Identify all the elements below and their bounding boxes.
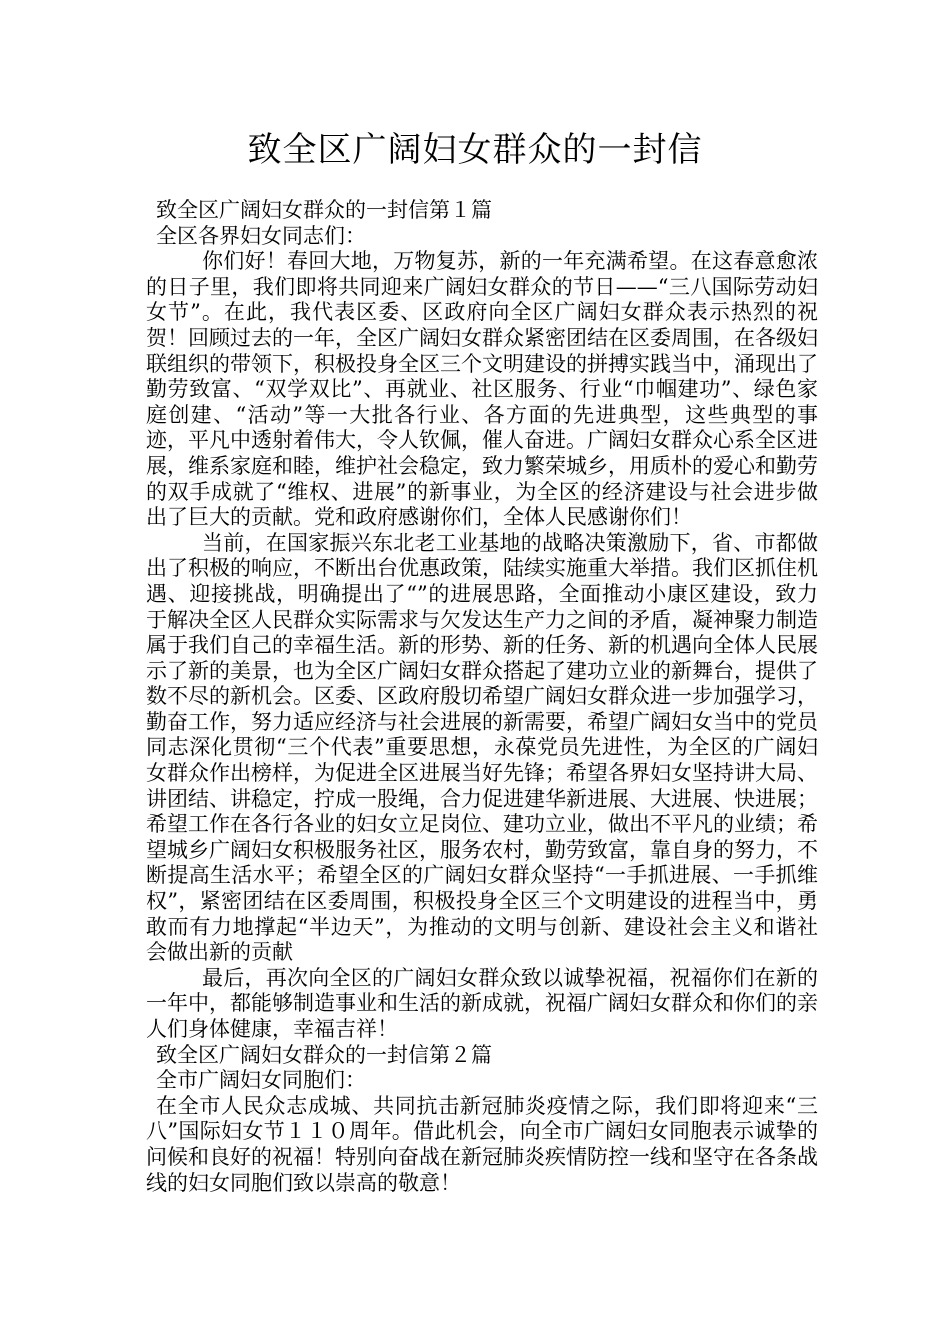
letter-1-paragraph-1: 你们好！春回大地，万物复苏，新的一年充满希望。在这春意愈浓的日子里，我们即将共同迎来广阔妇女群众的节日——“三八国际劳动妇女节”。在此，我代表区委、区政府向全区广阔妇女群众表示热烈的祝贺！回顾过去的一年，全区广阔妇女群众紧密团结在区委周围，在各级妇联组织的带领下，积极投身全区三个文明建设的拼搏实践当中，涌现出了勤劳致富、“双学双比”、再就业、社区服务、行业“巾帼建功”、绿色家庭创建、“活动”等一大批各行业、各方面的先进典型，这些典型的事迹，平凡中透射着伟大，令人钦佩，催人奋进。广阔妇女群众心系全区进展，维系家庭和睦，维护社会稳定，致力繁荣城乡，用质朴的爱心和勤劳的双手成就了“维权、进展”的新事业，为全区的经济建设与社会进步做出了巨大的贡献。党和政府感谢你们，全体人民感谢你们！ [146,249,818,530]
document-body [146,198,818,1196]
letter-1-paragraph-2: 当前，在国家振兴东北老工业基地的战略决策激励下，省、市都做出了积极的响应，不断出台优惠政策，陆续实施重大举措。我们区抓住机遇、迎接挑战，明确提出了“”的进展思路，全面推动小康区建设，致力于解决全区人民群众实际需求与欠发达生产力之间的矛盾，凝神聚力制造属于我们自己的幸福生活。新的形势、新的任务、新的机遇向全体人民展示了新的美景，也为全区广阔妇女群众搭起了建功立业的新舞台，提供了数不尽的新机会。区委、区政府殷切希望广阔妇女群众进一步加强学习，勤奋工作，努力适应经济与社会进展的新需要，希望广阔妇女当中的党员同志深化贯彻“三个代表”重要思想，永葆党员先进性，为全区的广阔妇女群众作出榜样，为促进全区进展当好先锋；希望各界妇女坚持讲大局、讲团结、讲稳定，拧成一股绳，合力促进建华新进展、大进展、快进展；希望工作在各行各业的妇女立足岗位、建功立业，做出不平凡的业绩；希望城乡广阔妇女积极服务社区，服务农村，勤劳致富，靠自身的努力，不断提高生活水平；希望全区的广阔妇女群众坚持“一手抓进展、一手抓维权”，紧密团结在区委周围，积极投身全区三个文明建设的进程当中，勇敢而有力地撑起“半边天”，为推动的文明与创新、建设社会主义和谐社会做出新的贡献 [146,530,818,965]
letter-1-heading: 致全区广阔妇女群众的一封信第１篇 [156,198,492,222]
document-title: 致全区广阔妇女群众的一封信 [247,130,703,170]
letter-2-paragraph-1: 在全市人民众志成城、共同抗击新冠肺炎疫情之际，我们即将迎来“三八”国际妇女节１１０周年。借此机会，向全市广阔妇女同胞表示诚挚的问候和良好的祝福！特别向奋战在新冠肺炎疾情防控一线和坚守在各条战线的妇女同胞们致以崇高的敬意！ [146,1093,818,1195]
letter-1-salutation: 全区各界妇女同志们： [156,223,366,248]
letter-2-salutation: 全市广阔妇女同胞们： [156,1068,366,1093]
letter-1-paragraph-3: 最后，再次向全区的广阔妇女群众致以诚挚祝福，祝福你们在新的一年中，都能够制造事业和生活的新成就，祝福广阔妇女群众和你们的亲人们身体健康，幸福吉祥！ [146,965,818,1041]
letter-2-heading: 致全区广阔妇女群众的一封信第２篇 [156,1042,492,1067]
